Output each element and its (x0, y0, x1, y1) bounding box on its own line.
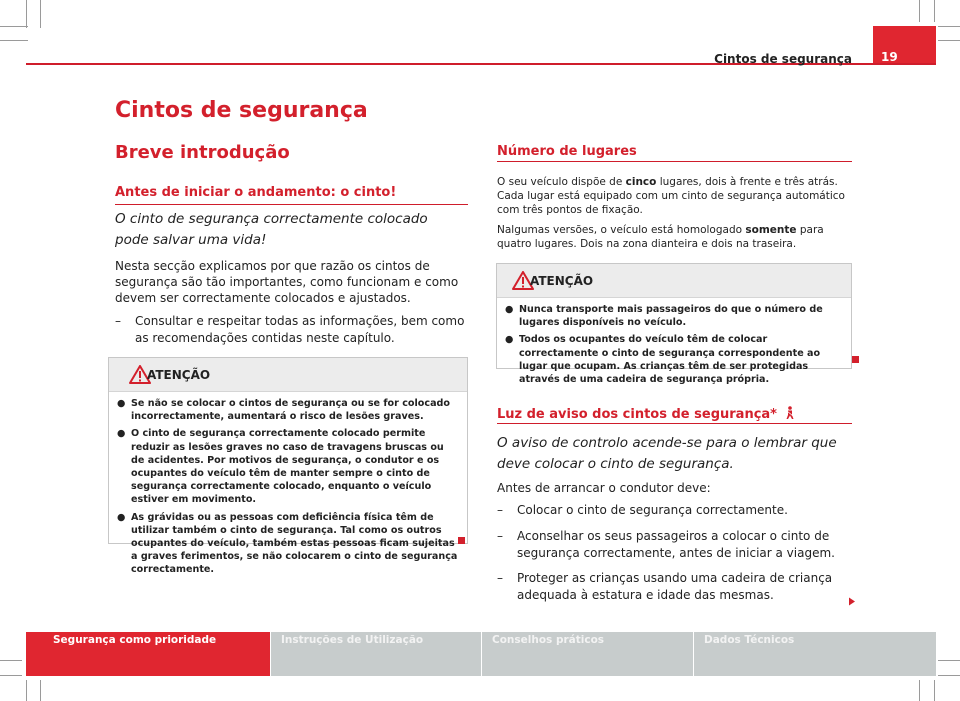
running-title: Cintos de segurança (714, 52, 852, 66)
section-heading-text: Luz de aviso dos cintos de segurança* (497, 407, 777, 422)
chapter-title: Cintos de segurança (115, 98, 368, 123)
crop-mark (0, 26, 28, 27)
crop-mark (919, 0, 920, 22)
footer-nav (26, 632, 936, 676)
warning-title: ATENÇÃO (530, 274, 594, 288)
warning-item-text: Todos os ocupantes do veículo têm de colocar correctamente o cinto de segurança correspondente ao lugar que ocupam. As crianças têm de ser protegidas através de uma cadeira de segurança própria. (519, 334, 821, 386)
bullet-dot: ● (505, 304, 514, 315)
warning-body (497, 298, 851, 398)
dash-marker: – (497, 571, 503, 585)
warning-header (497, 264, 851, 298)
crop-mark (26, 680, 27, 701)
page-number: 19 (881, 50, 898, 64)
intro-text: Antes de arrancar o condutor deve: (497, 481, 711, 495)
crop-mark (934, 680, 935, 701)
warning-header (109, 358, 467, 392)
crop-mark (938, 660, 960, 661)
bullet-dot: ● (117, 511, 126, 523)
warning-box (496, 263, 852, 386)
continue-arrow-icon (848, 591, 856, 610)
warning-item (505, 303, 843, 329)
section-rule (497, 161, 852, 162)
dash-marker: – (497, 529, 503, 543)
crop-mark (919, 680, 920, 701)
crop-mark (938, 40, 960, 41)
footer-tab-conselhos[interactable]: Conselhos práticos (482, 632, 694, 676)
crop-mark (938, 26, 960, 27)
bullet-item (115, 313, 465, 347)
bullet-text: Consultar e respeitar todas as informações, bem como as recomendações contidas neste capítulo. (135, 314, 465, 345)
end-of-section-marker (458, 537, 465, 544)
dash-marker: – (497, 503, 503, 517)
section-heading: Número de lugares (497, 144, 637, 159)
bullet-text: Aconselhar os seus passageiros a colocar o cinto de segurança correctamente, antes de iniciar a viagem. (517, 529, 835, 560)
bullet-item (497, 570, 847, 604)
paragraph-text: lugares, dois à frente e três atrás. Cada lugar está equipado com um cinto de segurança automático com três pontos de fixação. (497, 176, 845, 216)
warning-item (117, 397, 459, 423)
section-rule (115, 204, 468, 205)
bullet-text: Colocar o cinto de segurança correctamente. (517, 503, 788, 517)
crop-mark (938, 675, 960, 676)
footer-tab-instrucoes[interactable]: Instruções de Utilização (271, 632, 482, 676)
footer-tab-seguranca[interactable]: Segurança como prioridade (26, 632, 271, 676)
lead-text: O cinto de segurança correctamente colocado pode salvar uma vida! (115, 211, 428, 248)
warning-item (505, 333, 843, 386)
bullet-dot: ● (117, 428, 126, 440)
bullet-text: Proteger as crianças usando uma cadeira de criança adequada à estatura e idade das mesmas. (517, 571, 833, 602)
paragraph-text: O seu veículo dispõe de (497, 176, 626, 188)
emphasis-text: cinco (625, 176, 657, 188)
warning-item-text: O cinto de segurança correctamente colocado permite reduzir as lesões graves no caso de travagens bruscas ou de acidentes. Por motivos de segurança, o condutor e os ocupantes do veículo têm de manter sempre o cinto de segurança correctamente colocado, enquanto o veículo estiver em movimento. (131, 428, 444, 506)
paragraph-text: para quatro lugares. Dois na zona dianteira e dois na traseira. (497, 224, 824, 250)
paragraph (497, 175, 852, 217)
warning-item-text: As grávidas ou as pessoas com deficiência física têm de utilizar também o cinto de segurança. Tal como os outros ocupantes do veículo, também estas pessoas ficam sujeitas a graves ferimentos, se não colocarem o cinto de segurança correctamente. (131, 511, 458, 576)
lead-text: O aviso de controlo acende-se para o lembrar que deve colocar o cinto de segurança. (497, 435, 837, 472)
crop-mark (0, 40, 28, 41)
end-of-section-marker (852, 356, 859, 363)
section-heading: Antes de iniciar o andamento: o cinto! (115, 185, 397, 200)
bullet-dot: ● (117, 398, 126, 409)
crop-mark (40, 0, 41, 28)
seatbelt-warning-icon (785, 406, 795, 424)
section-rule (497, 423, 852, 424)
warning-item-text: Nunca transporte mais passageiros do que o número de lugares disponíveis no veículo. (519, 304, 823, 329)
warning-box (108, 357, 468, 576)
crop-mark (26, 0, 27, 28)
bullet-item (497, 502, 852, 519)
intro-paragraph: Nesta secção explicamos por que razão os cintos de segurança são tão importantes, como funcionam e como devem ser correctamente colocados e ajustados. (115, 259, 459, 305)
paragraph-text: Nalgumas versões, o veículo está homologado (497, 224, 746, 236)
emphasis-text: somente (745, 224, 797, 236)
section-heading (497, 406, 795, 424)
footer-tab-dados[interactable]: Dados Técnicos (694, 632, 936, 676)
warning-title: ATENÇÃO (147, 368, 211, 382)
warning-item (117, 511, 459, 577)
warning-item (117, 427, 459, 506)
paragraph (497, 223, 852, 251)
chapter-subtitle: Breve introdução (115, 142, 290, 163)
dash-marker: – (115, 314, 121, 328)
warning-item-text: Se não se colocar o cintos de segurança ou se for colocado incorrectamente, aumentará o risco de lesões graves. (131, 398, 450, 423)
crop-mark (934, 0, 935, 22)
bullet-dot: ● (505, 334, 514, 346)
bullet-item (497, 528, 852, 562)
warning-body (109, 392, 467, 589)
crop-mark (0, 675, 22, 676)
crop-mark (40, 680, 41, 701)
crop-mark (0, 660, 22, 661)
